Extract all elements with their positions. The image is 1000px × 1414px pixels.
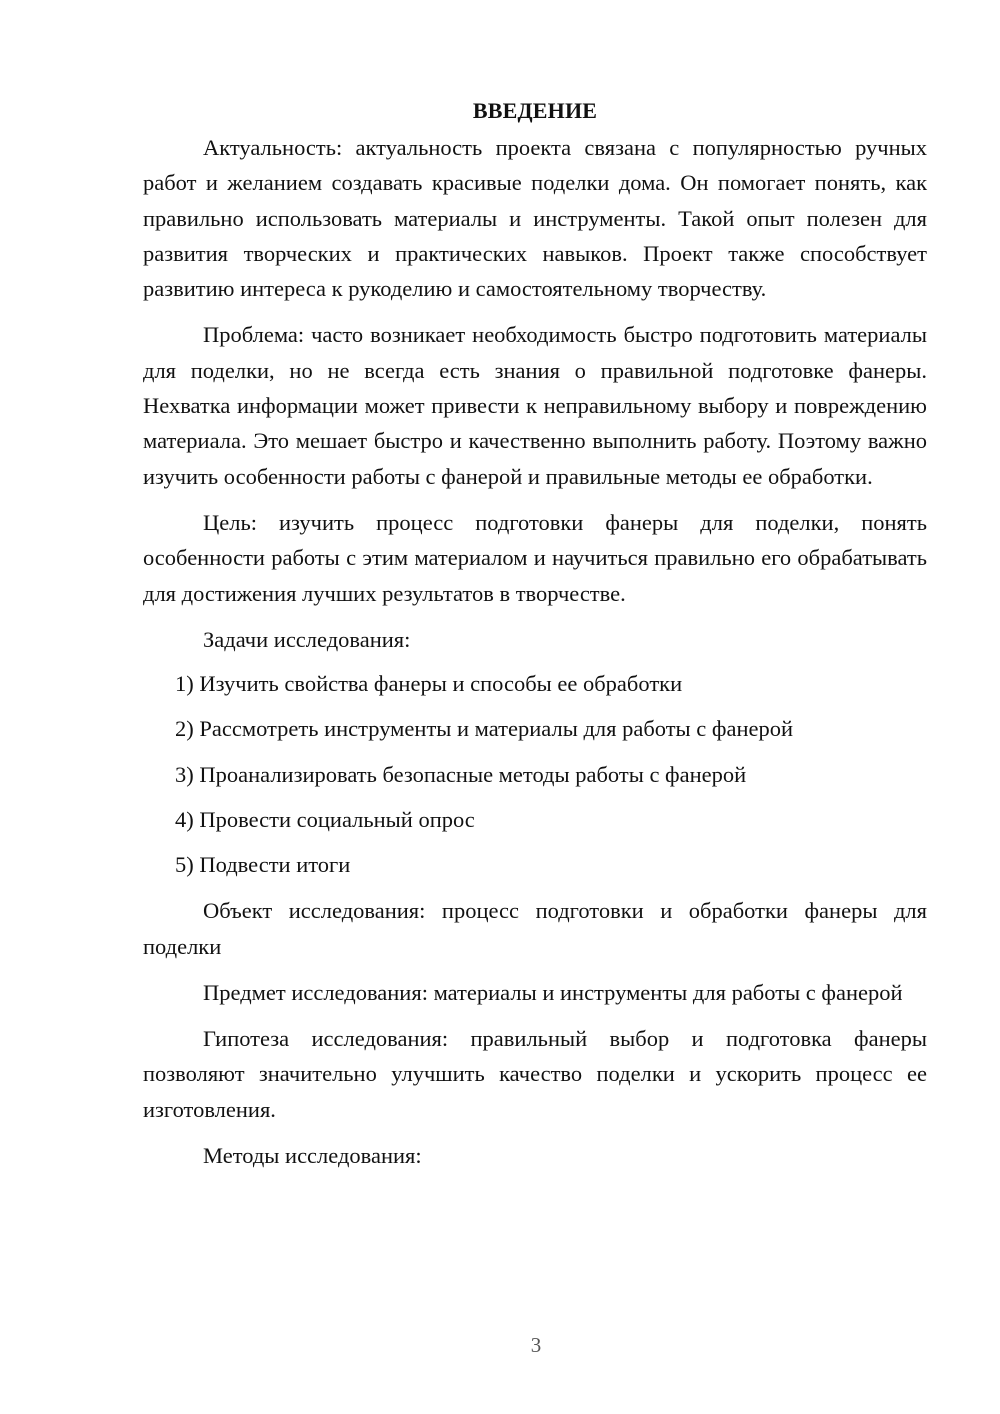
- page-content: [143, 92, 927, 1173]
- hypothesis-paragraph: Гипотеза исследования: правильный выбор и подготовка фанеры позволяют значительно улучшить качество поделки и ускорить процесс ее изготовления.: [143, 1026, 927, 1122]
- object-paragraph: Объект исследования: процесс подготовки и обработки фанеры для поделки: [143, 898, 927, 959]
- list-item: 4) Провести социальный опрос: [175, 806, 475, 832]
- list-item: 1) Изучить свойства фанеры и способы ее обработки: [175, 671, 683, 697]
- relevance-paragraph: Актуальность: актуальность проекта связана с популярностью ручных работ и желанием создавать красивые поделки дома. Он помогает понять, как правильно использовать материалы и инструменты. Такой опыт полезен для развития творческих и практических навыков. Проект также способствует развитию интереса к рукоделию и самостоятельному творчеству.: [143, 135, 927, 302]
- list-item: 5) Подвести итоги: [175, 851, 351, 877]
- list-item: 3) Проанализировать безопасные методы работы с фанерой: [175, 761, 747, 787]
- page-title: ВВЕДЕНИЕ: [472, 98, 598, 123]
- tasks-list: [143, 666, 927, 882]
- list-item: 2) Рассмотреть инструменты и материалы для работы с фанерой: [175, 716, 794, 742]
- methods-heading: Методы исследования:: [203, 1142, 422, 1168]
- tasks-heading: Задачи исследования:: [203, 626, 411, 652]
- goal-paragraph: Цель: изучить процесс подготовки фанеры для поделки, понять особенности работы с этим материалом и научиться правильно его обрабатывать для достижения лучших результатов в творчестве.: [143, 509, 927, 606]
- page-number: 3: [530, 1333, 542, 1357]
- problem-paragraph: Проблема: часто возникает необходимость быстро подготовить материалы для поделки, но не всегда есть знания о правильной подготовке фанеры. Нехватка информации может привести к неправильному выбору и повреждению материала. Это мешает быстро и качественно выполнить работу. Поэтому важно изучить особенности работы с фанерой и правильные методы ее обработки.: [143, 322, 927, 489]
- subject-paragraph: Предмет исследования: материалы и инструменты для работы с фанерой: [203, 979, 903, 1005]
